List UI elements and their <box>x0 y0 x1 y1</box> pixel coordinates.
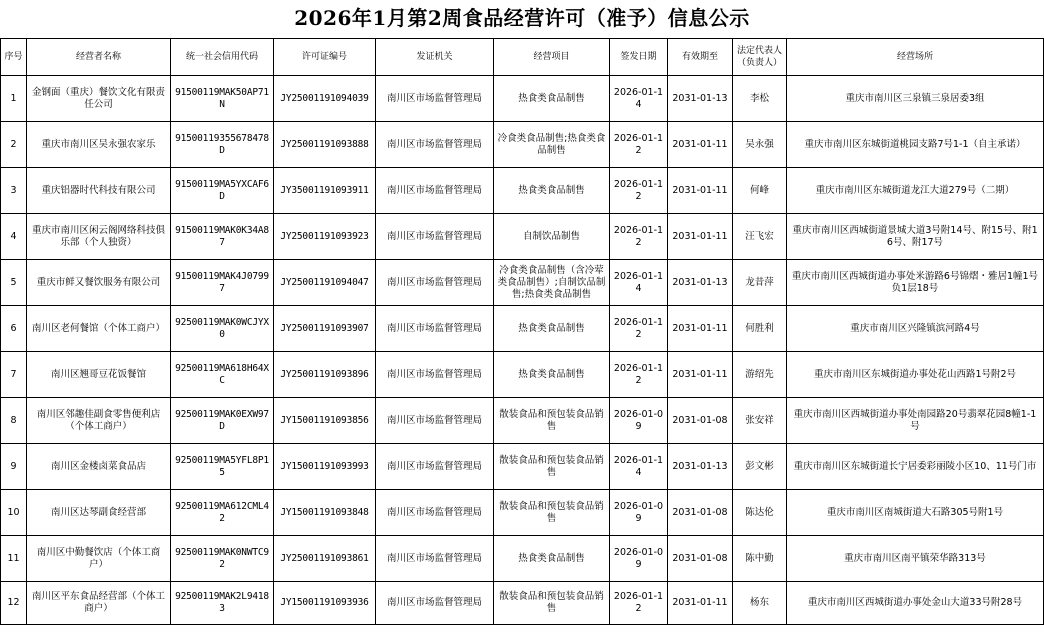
cell-expiry-date: 2031-01-11 <box>668 168 733 214</box>
cell-legal-representative: 吴永强 <box>733 122 787 168</box>
header-issuing-authority: 发证机关 <box>376 39 494 76</box>
cell-issuing-authority: 南川区市场监督管理局 <box>376 168 494 214</box>
header-expiry-date: 有效期至 <box>668 39 733 76</box>
cell-license-number: JY15001191093856 <box>274 398 376 444</box>
cell-legal-representative: 何胜利 <box>733 306 787 352</box>
cell-issue-date: 2026-01-09 <box>610 398 668 444</box>
cell-credit-code: 92500119MAK0EXW97D <box>171 398 274 444</box>
cell-expiry-date: 2031-01-08 <box>668 490 733 536</box>
cell-operator-name: 南川区中勤餐饮店（个体工商户） <box>27 536 171 582</box>
cell-index: 8 <box>1 398 27 444</box>
cell-credit-code: 91500119MAK0K34A87 <box>171 214 274 260</box>
cell-credit-code: 92500119MA612CML42 <box>171 490 274 536</box>
cell-business-address: 重庆市南川区西城街道办事处南园路20号翡翠花园8幢1-1号 <box>787 398 1044 444</box>
cell-operator-name: 重庆市南川区吴永强农家乐 <box>27 122 171 168</box>
cell-license-number: JY25001191093896 <box>274 352 376 398</box>
cell-expiry-date: 2031-01-11 <box>668 214 733 260</box>
cell-business-scope: 散装食品和预包装食品销售 <box>494 490 610 536</box>
cell-business-address: 重庆市南川区东城街道办事处花山西路1号附2号 <box>787 352 1044 398</box>
cell-business-address: 重庆市南川区西城街道办事处米游路6号锦熠・雅居1幢1号负1层18号 <box>787 260 1044 306</box>
cell-legal-representative: 汪飞宏 <box>733 214 787 260</box>
cell-business-address: 重庆市南川区东城街道桃园支路7号1-1（自主承诺） <box>787 122 1044 168</box>
cell-issuing-authority: 南川区市场监督管理局 <box>376 214 494 260</box>
cell-issue-date: 2026-01-12 <box>610 352 668 398</box>
cell-legal-representative: 何峰 <box>733 168 787 214</box>
cell-operator-name: 重庆市南川区闲云阁网络科技俱乐部（个人独资） <box>27 214 171 260</box>
cell-legal-representative: 张安祥 <box>733 398 787 444</box>
cell-business-scope: 散装食品和预包装食品销售 <box>494 398 610 444</box>
license-table <box>0 38 1044 625</box>
cell-license-number: JY25001191093907 <box>274 306 376 352</box>
cell-operator-name: 重庆铝器时代科技有限公司 <box>27 168 171 214</box>
table-header-row <box>1 39 1044 76</box>
page-title: 2026年1月第2周食品经营许可（准予）信息公示 <box>294 6 750 30</box>
cell-license-number: JY25001191093923 <box>274 214 376 260</box>
cell-legal-representative: 龙昔萍 <box>733 260 787 306</box>
cell-expiry-date: 2031-01-13 <box>668 444 733 490</box>
cell-issue-date: 2026-01-12 <box>610 582 668 625</box>
cell-credit-code: 92500119MAK0WCJYX0 <box>171 306 274 352</box>
cell-expiry-date: 2031-01-08 <box>668 398 733 444</box>
cell-issue-date: 2026-01-14 <box>610 260 668 306</box>
cell-index: 3 <box>1 168 27 214</box>
cell-business-scope: 热食类食品制售 <box>494 168 610 214</box>
cell-index: 10 <box>1 490 27 536</box>
cell-business-address: 重庆市南川区南城街道大石路305号附1号 <box>787 490 1044 536</box>
cell-issuing-authority: 南川区市场监督管理局 <box>376 398 494 444</box>
cell-operator-name: 南川区平东食品经营部（个体工商户） <box>27 582 171 625</box>
cell-business-address: 重庆市南川区兴隆镇滨河路4号 <box>787 306 1044 352</box>
header-issue-date: 签发日期 <box>610 39 668 76</box>
cell-index: 12 <box>1 582 27 625</box>
cell-expiry-date: 2031-01-11 <box>668 582 733 625</box>
cell-index: 6 <box>1 306 27 352</box>
cell-license-number: JY25001191094039 <box>274 76 376 122</box>
table-row <box>1 214 1044 260</box>
cell-credit-code: 92500119MA618H64XC <box>171 352 274 398</box>
cell-expiry-date: 2031-01-13 <box>668 76 733 122</box>
cell-business-address: 重庆市南川区东城街道长宁居委彩丽陵小区10、11号门市 <box>787 444 1044 490</box>
cell-index: 4 <box>1 214 27 260</box>
cell-issuing-authority: 南川区市场监督管理局 <box>376 122 494 168</box>
cell-license-number: JY15001191093936 <box>274 582 376 625</box>
cell-issuing-authority: 南川区市场监督管理局 <box>376 536 494 582</box>
cell-operator-name: 重庆市鲜又餐饮服务有限公司 <box>27 260 171 306</box>
table-body <box>1 76 1044 625</box>
cell-issuing-authority: 南川区市场监督管理局 <box>376 444 494 490</box>
cell-credit-code: 91500119MAK50AP71N <box>171 76 274 122</box>
cell-business-scope: 热食类食品制售 <box>494 306 610 352</box>
cell-operator-name: 南川区金楼卤菜食品店 <box>27 444 171 490</box>
cell-business-scope: 热食类食品制售 <box>494 76 610 122</box>
cell-credit-code: 91500119MAK4J07997 <box>171 260 274 306</box>
cell-credit-code: 92500119MA5YFL8P15 <box>171 444 274 490</box>
cell-issuing-authority: 南川区市场监督管理局 <box>376 260 494 306</box>
cell-license-number: JY15001191093848 <box>274 490 376 536</box>
cell-credit-code: 91500119355678478D <box>171 122 274 168</box>
header-license-number: 许可证编号 <box>274 39 376 76</box>
cell-business-scope: 冷食类食品制售;热食类食品制售 <box>494 122 610 168</box>
cell-business-address: 重庆市南川区南平镇荣华路313号 <box>787 536 1044 582</box>
cell-license-number: JY35001191093911 <box>274 168 376 214</box>
cell-expiry-date: 2031-01-11 <box>668 122 733 168</box>
cell-credit-code: 92500119MAK2L94183 <box>171 582 274 625</box>
cell-expiry-date: 2031-01-11 <box>668 306 733 352</box>
table-row <box>1 352 1044 398</box>
header-credit-code: 统一社会信用代码 <box>171 39 274 76</box>
cell-issuing-authority: 南川区市场监督管理局 <box>376 582 494 625</box>
cell-issue-date: 2026-01-09 <box>610 536 668 582</box>
cell-license-number: JY25001191094047 <box>274 260 376 306</box>
cell-operator-name: 金钢面（重庆）餐饮文化有限责任公司 <box>27 76 171 122</box>
header-business-scope: 经营项目 <box>494 39 610 76</box>
cell-business-scope: 冷食类食品制售（含冷荤类食品制售）;自制饮品制售;热食类食品制售 <box>494 260 610 306</box>
cell-index: 1 <box>1 76 27 122</box>
cell-business-address: 重庆市南川区东城街道龙江大道279号（二期） <box>787 168 1044 214</box>
cell-expiry-date: 2031-01-11 <box>668 352 733 398</box>
cell-operator-name: 南川区达琴副食经营部 <box>27 490 171 536</box>
cell-legal-representative: 游绍先 <box>733 352 787 398</box>
table-row <box>1 582 1044 625</box>
cell-business-scope: 散装食品和预包装食品销售 <box>494 582 610 625</box>
cell-business-address: 重庆市南川区三泉镇三泉居委3组 <box>787 76 1044 122</box>
header-index: 序号 <box>1 39 27 76</box>
header-legal-representative: 法定代表人（负责人） <box>733 39 787 76</box>
cell-legal-representative: 李松 <box>733 76 787 122</box>
table-row <box>1 76 1044 122</box>
table-row <box>1 444 1044 490</box>
table-row <box>1 260 1044 306</box>
cell-issue-date: 2026-01-14 <box>610 444 668 490</box>
table-row <box>1 490 1044 536</box>
cell-business-scope: 热食类食品制售 <box>494 352 610 398</box>
cell-index: 5 <box>1 260 27 306</box>
cell-issue-date: 2026-01-12 <box>610 214 668 260</box>
cell-legal-representative: 彭文彬 <box>733 444 787 490</box>
cell-operator-name: 南川区邻趣佳副食零售便利店（个体工商户） <box>27 398 171 444</box>
cell-issue-date: 2026-01-12 <box>610 122 668 168</box>
table-row <box>1 122 1044 168</box>
header-operator-name: 经营者名称 <box>27 39 171 76</box>
cell-business-address: 重庆市南川区西城街道景城大道3号附14号、附15号、附16号、附17号 <box>787 214 1044 260</box>
cell-index: 7 <box>1 352 27 398</box>
cell-issuing-authority: 南川区市场监督管理局 <box>376 76 494 122</box>
table-row <box>1 398 1044 444</box>
cell-issue-date: 2026-01-14 <box>610 76 668 122</box>
cell-issuing-authority: 南川区市场监督管理局 <box>376 352 494 398</box>
cell-license-number: JY25001191093861 <box>274 536 376 582</box>
table-row <box>1 168 1044 214</box>
cell-index: 2 <box>1 122 27 168</box>
cell-issuing-authority: 南川区市场监督管理局 <box>376 490 494 536</box>
header-business-address: 经营场所 <box>787 39 1044 76</box>
cell-business-scope: 热食类食品制售 <box>494 536 610 582</box>
cell-legal-representative: 陈中勤 <box>733 536 787 582</box>
cell-legal-representative: 杨东 <box>733 582 787 625</box>
cell-operator-name: 南川区老何餐馆（个体工商户） <box>27 306 171 352</box>
cell-issue-date: 2026-01-12 <box>610 168 668 214</box>
cell-business-address: 重庆市南川区西城街道办事处金山大道33号附28号 <box>787 582 1044 625</box>
cell-credit-code: 92500119MAK0NWTC92 <box>171 536 274 582</box>
cell-license-number: JY15001191093993 <box>274 444 376 490</box>
cell-operator-name: 南川区翘哥豆花饭餐馆 <box>27 352 171 398</box>
cell-index: 11 <box>1 536 27 582</box>
cell-index: 9 <box>1 444 27 490</box>
table-row <box>1 306 1044 352</box>
cell-business-scope: 散装食品和预包装食品销售 <box>494 444 610 490</box>
cell-business-scope: 自制饮品制售 <box>494 214 610 260</box>
cell-license-number: JY25001191093888 <box>274 122 376 168</box>
cell-expiry-date: 2031-01-08 <box>668 536 733 582</box>
cell-issue-date: 2026-01-12 <box>610 306 668 352</box>
cell-credit-code: 91500119MA5YXCAF6D <box>171 168 274 214</box>
cell-legal-representative: 陈达伦 <box>733 490 787 536</box>
cell-expiry-date: 2031-01-13 <box>668 260 733 306</box>
table-row <box>1 536 1044 582</box>
cell-issue-date: 2026-01-09 <box>610 490 668 536</box>
cell-issuing-authority: 南川区市场监督管理局 <box>376 306 494 352</box>
